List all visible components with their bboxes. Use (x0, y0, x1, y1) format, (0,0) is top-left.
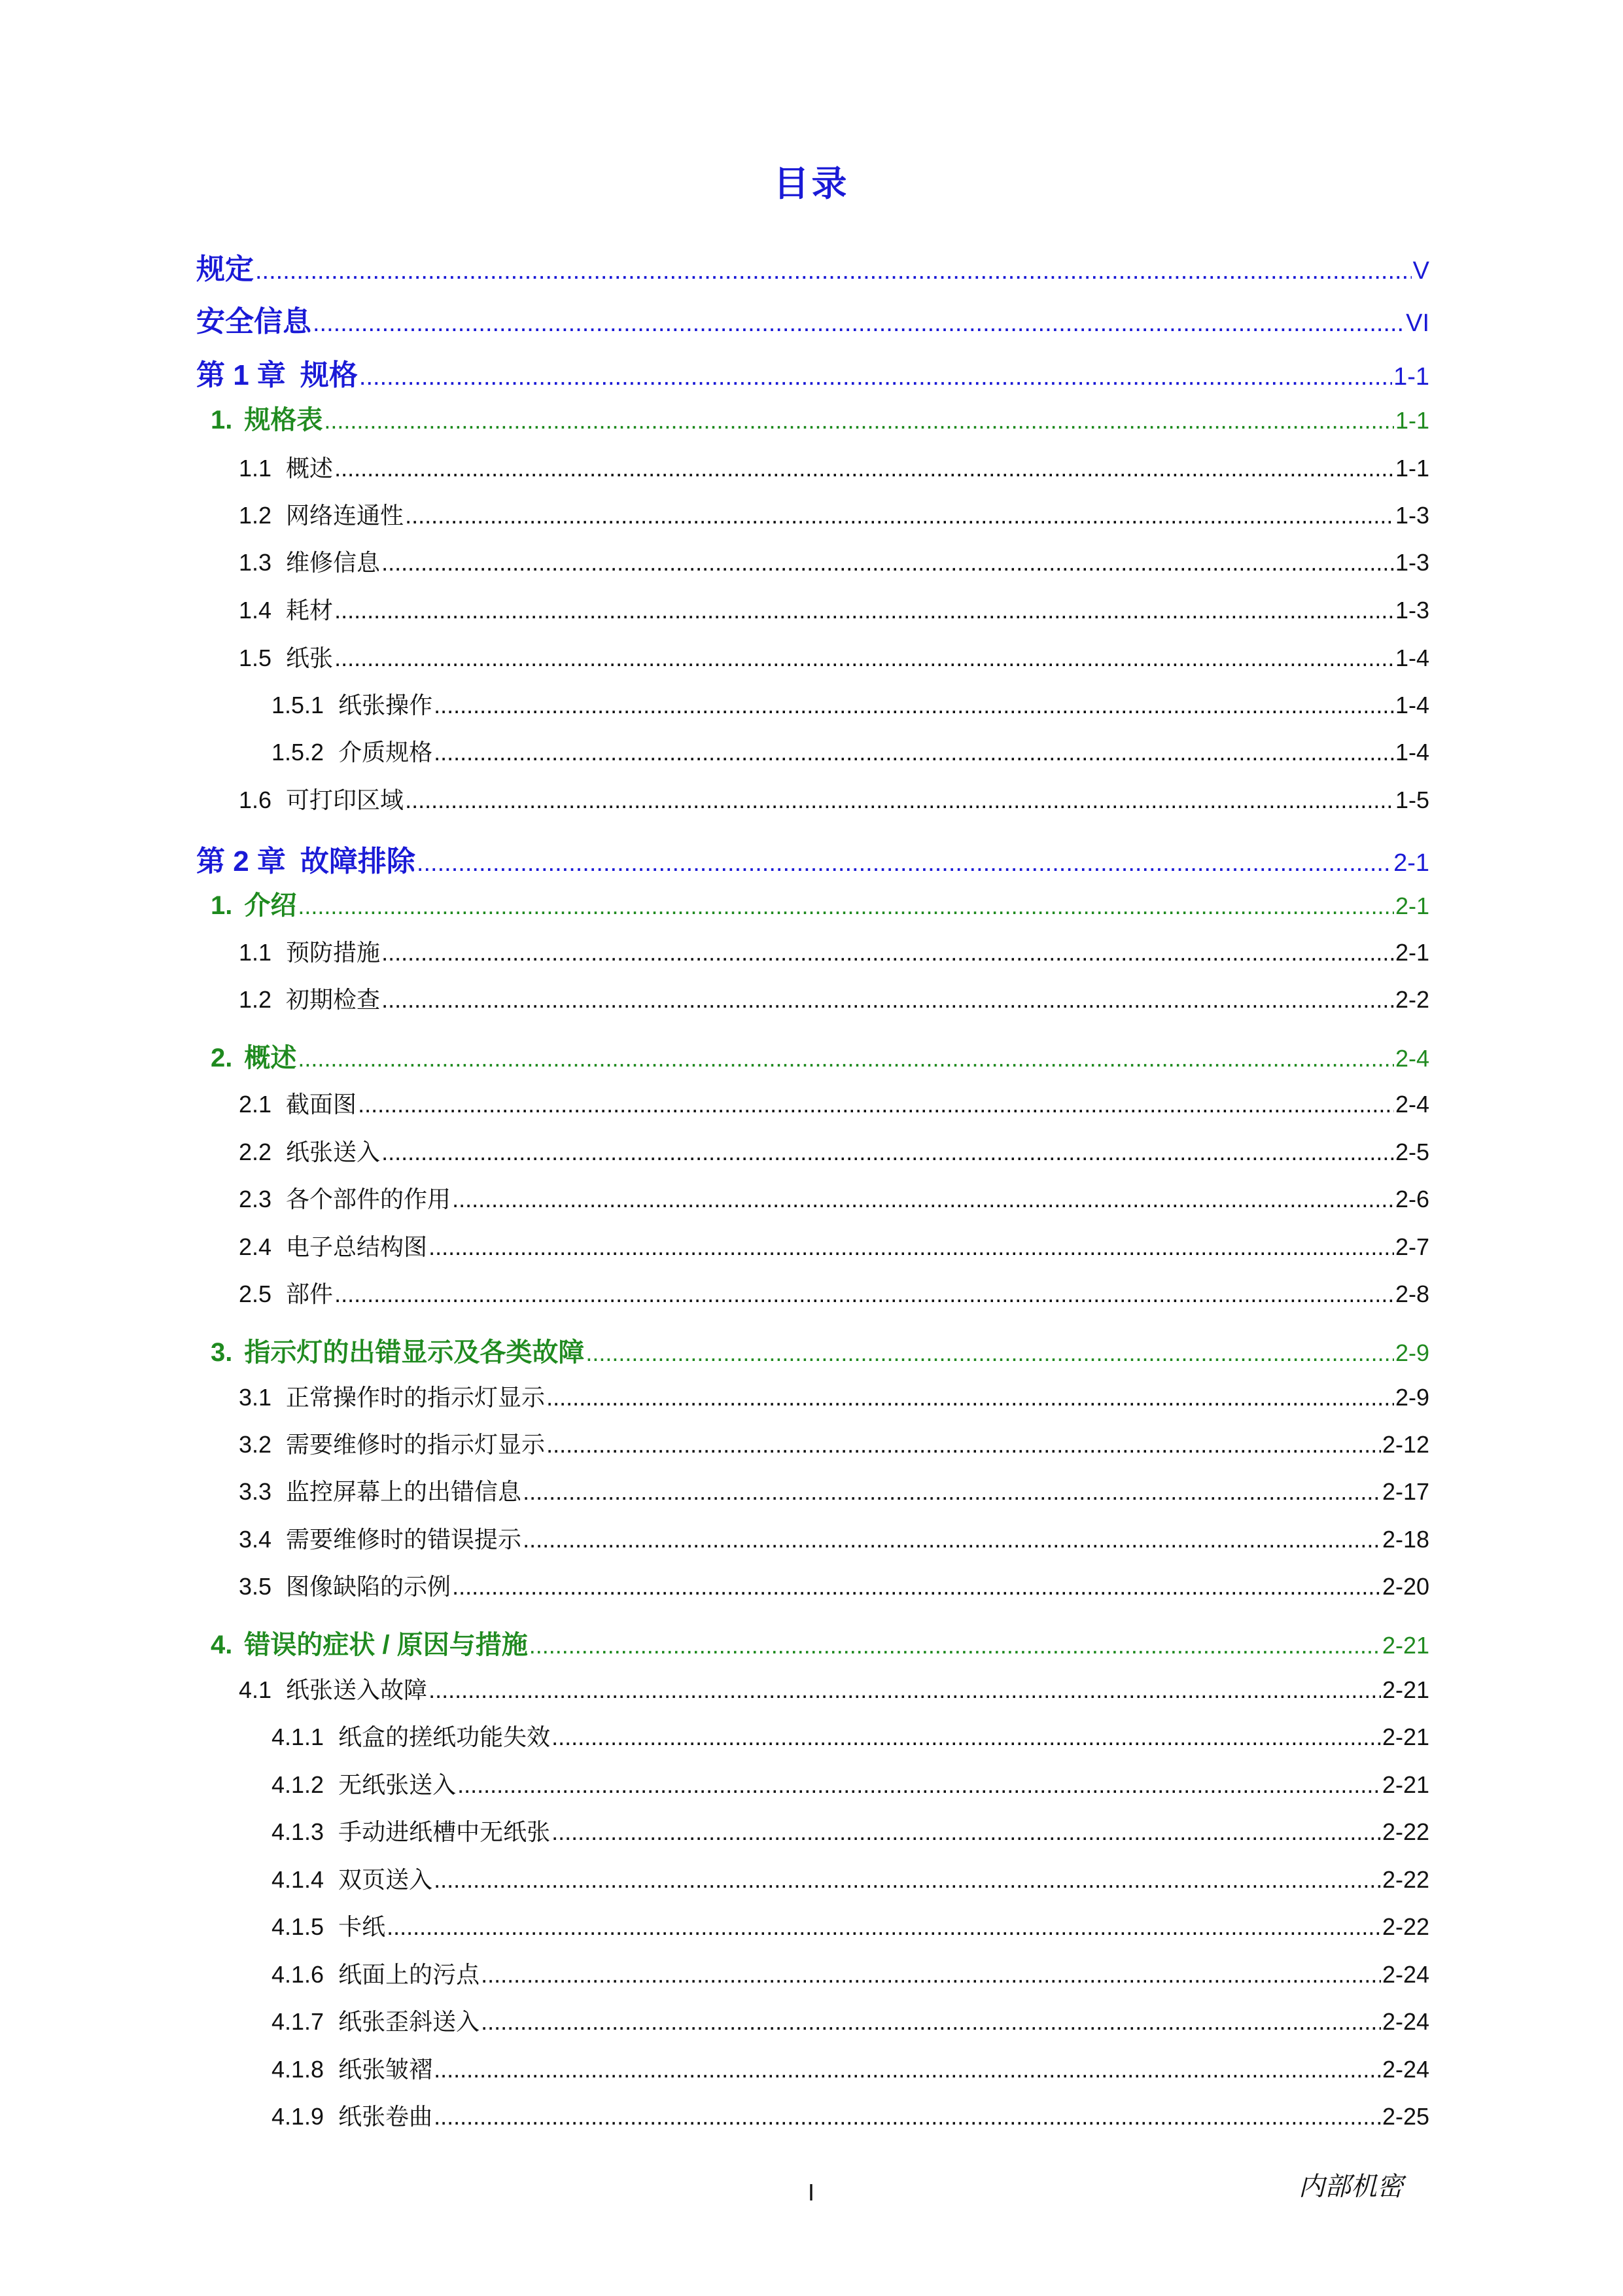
toc-entry-page: 2-7 (1395, 1233, 1429, 1260)
toc-dot-leader (546, 1384, 1394, 1411)
toc-entry[interactable] (239, 1276, 1429, 1309)
toc-dot-leader (405, 502, 1394, 529)
toc-entry-number: 2.5 (239, 1280, 272, 1307)
toc-entry-title: 错误的症状 / 原因与措施 (244, 1631, 528, 1659)
toc-entry-page: 1-4 (1395, 645, 1429, 671)
toc-entry-title: 规格 (300, 359, 358, 391)
toc-dot-leader (457, 1771, 1381, 1799)
toc-entry[interactable] (271, 1814, 1429, 1847)
toc-entry-title: 网络连通性 (286, 502, 404, 529)
toc-entry-number: 2. (211, 1044, 233, 1072)
toc-entry[interactable] (271, 734, 1429, 768)
toc-entry[interactable] (271, 1909, 1429, 1942)
toc-dot-leader (523, 1526, 1381, 1553)
toc-entry-title: 初期检查 (286, 986, 381, 1013)
toc-entry-number: 2.3 (239, 1186, 272, 1212)
toc-entry-page: 2-22 (1382, 1913, 1429, 1940)
toc-entry-page: 2-8 (1395, 1280, 1429, 1307)
toc-dot-leader (334, 1280, 1394, 1308)
toc-entry-title: 指示灯的出错显示及各类故障 (244, 1338, 585, 1367)
toc-dot-leader (585, 1339, 1394, 1367)
toc-entry-page: 2-24 (1382, 2056, 1429, 2083)
toc-entry-number: 4.1.4 (271, 1866, 324, 1893)
toc-entry-title: 电子总结构图 (286, 1233, 428, 1260)
toc-dot-leader (381, 986, 1394, 1014)
confidential-mark: 内部机密 (1299, 2172, 1403, 2202)
toc-entry[interactable] (271, 1956, 1429, 1990)
toc-entry-number: 4.1.2 (271, 1771, 324, 1798)
toc-entry-page: 1-3 (1395, 549, 1429, 576)
toc-entry-title: 需要维修时的错误提示 (286, 1526, 522, 1553)
toc-entry[interactable] (271, 1862, 1429, 1895)
toc-entry-title: 纸盒的搓纸功能失效 (338, 1723, 551, 1750)
toc-entry-title: 纸张送入故障 (286, 1676, 428, 1703)
toc-entry-number: 3.5 (239, 1573, 272, 1600)
toc-entry[interactable] (239, 1474, 1429, 1507)
toc-entry[interactable] (271, 2004, 1429, 2037)
toc-dot-leader (434, 2056, 1381, 2083)
toc-entry[interactable] (239, 497, 1429, 531)
toc-entry-title: 卡纸 (338, 1913, 386, 1940)
toc-dot-leader (434, 1866, 1381, 1894)
toc-dot-leader (551, 1818, 1381, 1846)
toc-entry-page: 2-21 (1382, 1632, 1429, 1659)
toc-entry-page: 2-18 (1382, 1526, 1429, 1553)
toc-entry-page: 2-4 (1395, 1045, 1429, 1072)
toc-entry-title: 预防措施 (286, 939, 381, 966)
toc-entry-page: 2-1 (1395, 892, 1429, 919)
toc-dot-leader (298, 892, 1394, 920)
toc-entry[interactable] (196, 838, 1429, 879)
toc-dot-leader (523, 1478, 1381, 1506)
toc-entry-page: 2-9 (1395, 1339, 1429, 1366)
toc-dot-leader (417, 849, 1392, 877)
toc-entry[interactable] (239, 450, 1429, 484)
toc-entry-page: 2-24 (1382, 1961, 1429, 1988)
toc-entry-title: 纸张送入 (286, 1139, 381, 1165)
toc-entry-number: 1.5 (239, 645, 272, 671)
toc-entry-title: 图像缺陷的示例 (286, 1573, 451, 1600)
toc-entry[interactable] (271, 2098, 1429, 2132)
toc-entry-title: 纸张皱褶 (338, 2056, 433, 2083)
toc-entry-number: 4.1 (239, 1676, 272, 1703)
toc-dot-leader (405, 786, 1394, 814)
toc-entry-title: 需要维修时的指示灯显示 (286, 1431, 546, 1458)
toc-entry-title: 纸张歪斜送入 (338, 2008, 480, 2035)
toc-entry[interactable] (196, 351, 1429, 393)
toc-entry-number: 1.3 (239, 549, 272, 576)
toc-entry-number: 3.2 (239, 1431, 272, 1458)
toc-entry[interactable] (211, 885, 1429, 922)
toc-entry-title: 各个部件的作用 (286, 1186, 451, 1212)
toc-entry[interactable] (239, 1672, 1429, 1705)
toc-entry-title: 纸张操作 (338, 692, 433, 718)
toc-entry-number: 第 1 章 (196, 359, 286, 391)
toc-dot-leader (255, 257, 1412, 285)
toc-entry-page: 2-21 (1382, 1723, 1429, 1750)
toc-entry-page: 2-9 (1395, 1384, 1429, 1411)
toc-entry-title: 纸张卷曲 (338, 2103, 433, 2130)
toc-dot-leader (334, 597, 1394, 624)
toc-entry[interactable] (239, 1181, 1429, 1214)
toc-entry[interactable] (239, 1568, 1429, 1602)
toc-dot-leader (381, 939, 1394, 966)
toc-entry-title: 纸张 (286, 645, 334, 671)
toc-dot-leader (452, 1186, 1394, 1213)
toc-entry-number: 1.2 (239, 502, 272, 529)
toc-entry[interactable] (239, 640, 1429, 673)
toc-entry-number: 1. (211, 891, 233, 920)
toc-dot-leader (358, 1091, 1394, 1118)
toc-entry-title: 介绍 (244, 891, 297, 920)
toc-entry[interactable] (211, 1624, 1429, 1661)
toc-entry[interactable] (271, 687, 1429, 720)
toc-entry-title: 耗材 (286, 597, 334, 624)
toc-entry-page: 1-1 (1395, 407, 1429, 434)
toc-entry[interactable] (239, 592, 1429, 626)
toc-dot-leader (481, 1961, 1381, 1988)
toc-entry[interactable] (211, 399, 1429, 436)
toc-entry-title: 介质规格 (338, 739, 433, 766)
toc-entry-page: 2-21 (1382, 1771, 1429, 1798)
toc-entry-number: 4.1.9 (271, 2103, 324, 2130)
toc-entry-title: 维修信息 (286, 549, 381, 576)
toc-entry[interactable] (196, 245, 1429, 287)
toc-entry-number: 4.1.7 (271, 2008, 324, 2035)
toc-entry-title: 概述 (244, 1044, 297, 1072)
toc-entry-number: 3.1 (239, 1384, 272, 1411)
toc-dot-leader (334, 455, 1394, 482)
toc-entry-page: 2-24 (1382, 2008, 1429, 2035)
toc-entry-page: 2-21 (1382, 1676, 1429, 1703)
toc-entry-number: 2.2 (239, 1139, 272, 1165)
toc-dot-leader (546, 1431, 1381, 1458)
toc-entry-title: 规定 (196, 253, 254, 285)
toc-entry-page: 2-1 (1395, 939, 1429, 966)
toc-entry[interactable] (239, 1379, 1429, 1413)
toc-entry-title: 监控屏幕上的出错信息 (286, 1478, 522, 1505)
toc-entry-number: 1.5.1 (271, 692, 324, 718)
toc-entry-title: 故障排除 (300, 845, 415, 877)
toc-entry-number: 4.1.8 (271, 2056, 324, 2083)
toc-entry-number: 1.2 (239, 986, 272, 1013)
page-title: 目录 (773, 164, 850, 203)
toc-entry-number: 2.4 (239, 1233, 272, 1260)
toc-dot-leader (434, 739, 1394, 766)
toc-entry-number: 4.1.1 (271, 1723, 324, 1750)
toc-dot-leader (428, 1233, 1394, 1261)
toc-dot-leader (387, 1913, 1381, 1941)
toc-entry-title: 纸面上的污点 (338, 1961, 480, 1988)
toc-entry-number: 1. (211, 406, 233, 434)
toc-dot-leader (551, 1723, 1381, 1751)
toc-entry-page: 2-22 (1382, 1866, 1429, 1893)
toc-entry-title: 概述 (286, 455, 334, 482)
toc-entry[interactable] (271, 2051, 1429, 2085)
toc-entry[interactable] (271, 1767, 1429, 1800)
toc-entry-page: 2-17 (1382, 1478, 1429, 1505)
toc-entry-page: 2-4 (1395, 1091, 1429, 1118)
toc-entry-number: 3. (211, 1338, 233, 1367)
toc-dot-leader (434, 2103, 1381, 2130)
toc-dot-leader (324, 407, 1394, 434)
toc-entry-page: 1-3 (1395, 502, 1429, 529)
toc-entry-page: 2-5 (1395, 1139, 1429, 1165)
page-number: I (808, 2179, 815, 2206)
toc-dot-leader (298, 1045, 1394, 1072)
toc-entry[interactable] (239, 544, 1429, 578)
toc-entry[interactable] (239, 1134, 1429, 1167)
toc-entry-page: 2-6 (1395, 1186, 1429, 1212)
toc-entry-number: 1.4 (239, 597, 272, 624)
toc-entry[interactable] (239, 1521, 1429, 1555)
toc-entry[interactable] (239, 981, 1429, 1015)
toc-entry-title: 手动进纸槽中无纸张 (338, 1818, 551, 1845)
toc-entry-page: 1-1 (1395, 455, 1429, 482)
toc-dot-leader (428, 1676, 1381, 1704)
toc-entry-title: 部件 (286, 1280, 334, 1307)
toc-entry-page: 1-1 (1393, 363, 1429, 391)
toc-entry-page: 2-22 (1382, 1818, 1429, 1845)
toc-entry[interactable] (239, 782, 1429, 815)
toc-entry-page: 1-4 (1395, 739, 1429, 766)
toc-entry-title: 双页送入 (338, 1866, 433, 1893)
toc-entry-number: 4.1.5 (271, 1913, 324, 1940)
toc-entry-page: 1-4 (1395, 692, 1429, 718)
toc-entry[interactable] (239, 1229, 1429, 1262)
toc-dot-leader (434, 692, 1394, 719)
toc-entry-page: 2-2 (1395, 986, 1429, 1013)
toc-entry-page: 1-5 (1395, 786, 1429, 813)
toc-entry-title: 截面图 (286, 1091, 357, 1118)
toc-entry-number: 4.1.6 (271, 1961, 324, 1988)
toc-entry-page: 2-25 (1382, 2103, 1429, 2130)
toc-dot-leader (313, 309, 1405, 338)
toc-entry-number: 1.6 (239, 786, 272, 813)
toc-entry-number: 1.5.2 (271, 739, 324, 766)
toc-entry-page: 1-3 (1395, 597, 1429, 624)
toc-entry[interactable] (211, 1037, 1429, 1074)
toc-entry-page: 2-12 (1382, 1431, 1429, 1458)
toc-entry-title: 正常操作时的指示灯显示 (286, 1384, 546, 1411)
toc-entry-title: 可打印区域 (286, 786, 404, 813)
toc-dot-leader (481, 2008, 1381, 2036)
toc-entry-number: 1.1 (239, 939, 272, 966)
toc-entry[interactable] (239, 1426, 1429, 1460)
toc-entry-page: 2-20 (1382, 1573, 1429, 1600)
toc-entry-page: V (1412, 257, 1429, 285)
toc-entry[interactable] (211, 1332, 1429, 1369)
toc-entry-page: VI (1406, 309, 1429, 337)
toc-entry-page: 2-1 (1393, 849, 1429, 877)
toc-dot-leader (381, 1139, 1394, 1166)
toc-entry-number: 3.3 (239, 1478, 272, 1505)
toc-entry[interactable] (271, 1719, 1429, 1752)
toc-entry-title: 安全信息 (196, 306, 311, 338)
toc-dot-leader (381, 549, 1394, 576)
toc-entry-number: 第 2 章 (196, 845, 286, 877)
toc-dot-leader (452, 1573, 1381, 1600)
toc-dot-leader (529, 1632, 1381, 1659)
toc-entry-number: 2.1 (239, 1091, 272, 1118)
toc-entry-number: 4. (211, 1631, 233, 1659)
toc-entry-number: 1.1 (239, 455, 272, 482)
toc-dot-leader (334, 645, 1394, 672)
toc-entry-number: 4.1.3 (271, 1818, 324, 1845)
toc-entry-number: 3.4 (239, 1526, 272, 1553)
toc-entry[interactable] (239, 934, 1429, 968)
toc-entry-title: 规格表 (244, 406, 323, 434)
toc-dot-leader (359, 363, 1392, 391)
toc-entry[interactable] (239, 1086, 1429, 1120)
toc-entry-title: 无纸张送入 (338, 1771, 457, 1798)
toc-entry[interactable] (196, 298, 1429, 340)
